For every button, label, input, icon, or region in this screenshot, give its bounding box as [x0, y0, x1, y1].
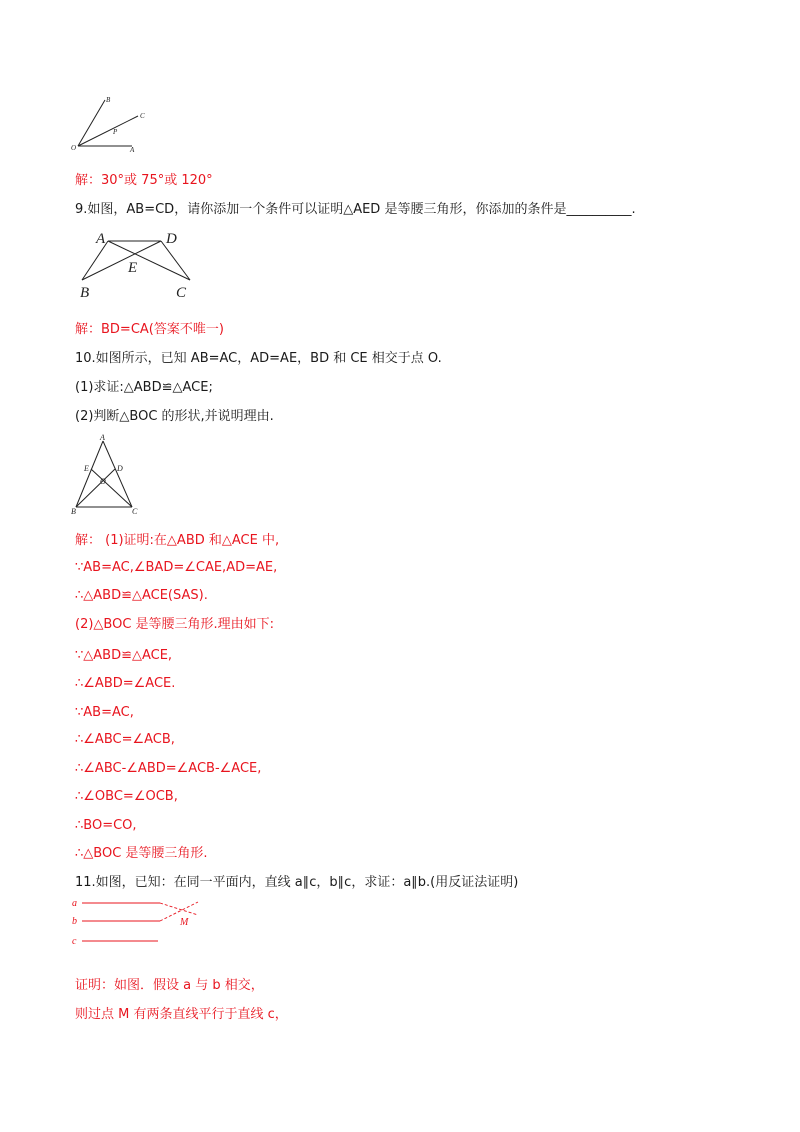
label-b: b: [72, 916, 77, 927]
answer-10-line-10: ∴∠OBC=∠OCB,: [75, 789, 178, 804]
label-a: A: [96, 231, 106, 247]
label-o: O: [71, 144, 77, 152]
answer-11-line-1: 证明：如图．假设 a 与 b 相交，: [75, 978, 264, 993]
answer-10-line-3: ∴△ABD≌△ACE(SAS).: [75, 588, 208, 603]
question-10-part-2: (2)判断△BOC 的形状,并说明理由.: [75, 409, 274, 424]
label-e: E: [128, 260, 138, 276]
label-p: P: [113, 128, 118, 136]
question-9: 9.如图，AB=CD，请你添加一个条件可以证明△AED 是等腰三角形，你添加的条件是__________.: [75, 202, 636, 217]
label-a: A: [130, 146, 135, 154]
answer-9: 解：BD=CA(答案不唯一): [75, 322, 224, 337]
label-o: O: [100, 477, 106, 486]
label-c: C: [132, 507, 138, 515]
answer-10-line-4: (2)△BOC 是等腰三角形.理由如下:: [75, 617, 275, 632]
label-a: A: [100, 433, 105, 442]
label-d: D: [117, 464, 123, 473]
label-c: C: [140, 112, 145, 120]
label-c: C: [176, 285, 187, 299]
figure-isosceles-abc: [70, 433, 145, 515]
label-m: M: [180, 917, 189, 928]
question-10-part-1: (1)求证:△ABD≌△ACE;: [75, 380, 213, 395]
answer-10-line-8: ∴∠ABC=∠ACB,: [75, 732, 175, 747]
label-a: a: [72, 898, 77, 909]
answer-10-line-1: 解： (1)证明:在△ABD 和△ACE 中,: [75, 533, 280, 548]
figure-parallel-lines: [70, 896, 210, 948]
label-d: D: [166, 231, 177, 247]
label-b: B: [106, 96, 111, 104]
question-10: 10.如图所示，已知 AB=AC，AD=AE，BD 和 CE 相交于点 O.: [75, 351, 442, 366]
answer-8: 解：30°或 75°或 120°: [75, 173, 213, 188]
answer-10-line-6: ∴∠ABD=∠ACE.: [75, 676, 176, 691]
label-b: B: [80, 285, 90, 299]
label-c: c: [72, 936, 77, 947]
question-11: 11.如图，已知：在同一平面内，直线 a∥c，b∥c，求证：a∥b.(用反证法证明): [75, 875, 519, 890]
answer-10-line-9: ∴∠ABC-∠ABD=∠ACB-∠ACE,: [75, 761, 262, 776]
figure-angle-aob: [70, 92, 160, 154]
answer-10-line-2: ∵AB=AC,∠BAD=∠CAE,AD=AE,: [75, 560, 278, 575]
answer-11-line-2: 则过点 M 有两条直线平行于直线 c，: [75, 1007, 288, 1022]
answer-10-line-7: ∵AB=AC,: [75, 705, 134, 720]
answer-10-line-5: ∵△ABD≌△ACE,: [75, 648, 173, 663]
answer-10-line-12: ∴△BOC 是等腰三角形.: [75, 846, 208, 861]
answer-10-line-11: ∴BO=CO,: [75, 818, 137, 833]
figure-aed-triangle: [76, 227, 196, 299]
label-e: E: [84, 464, 89, 473]
label-b: B: [71, 507, 76, 515]
